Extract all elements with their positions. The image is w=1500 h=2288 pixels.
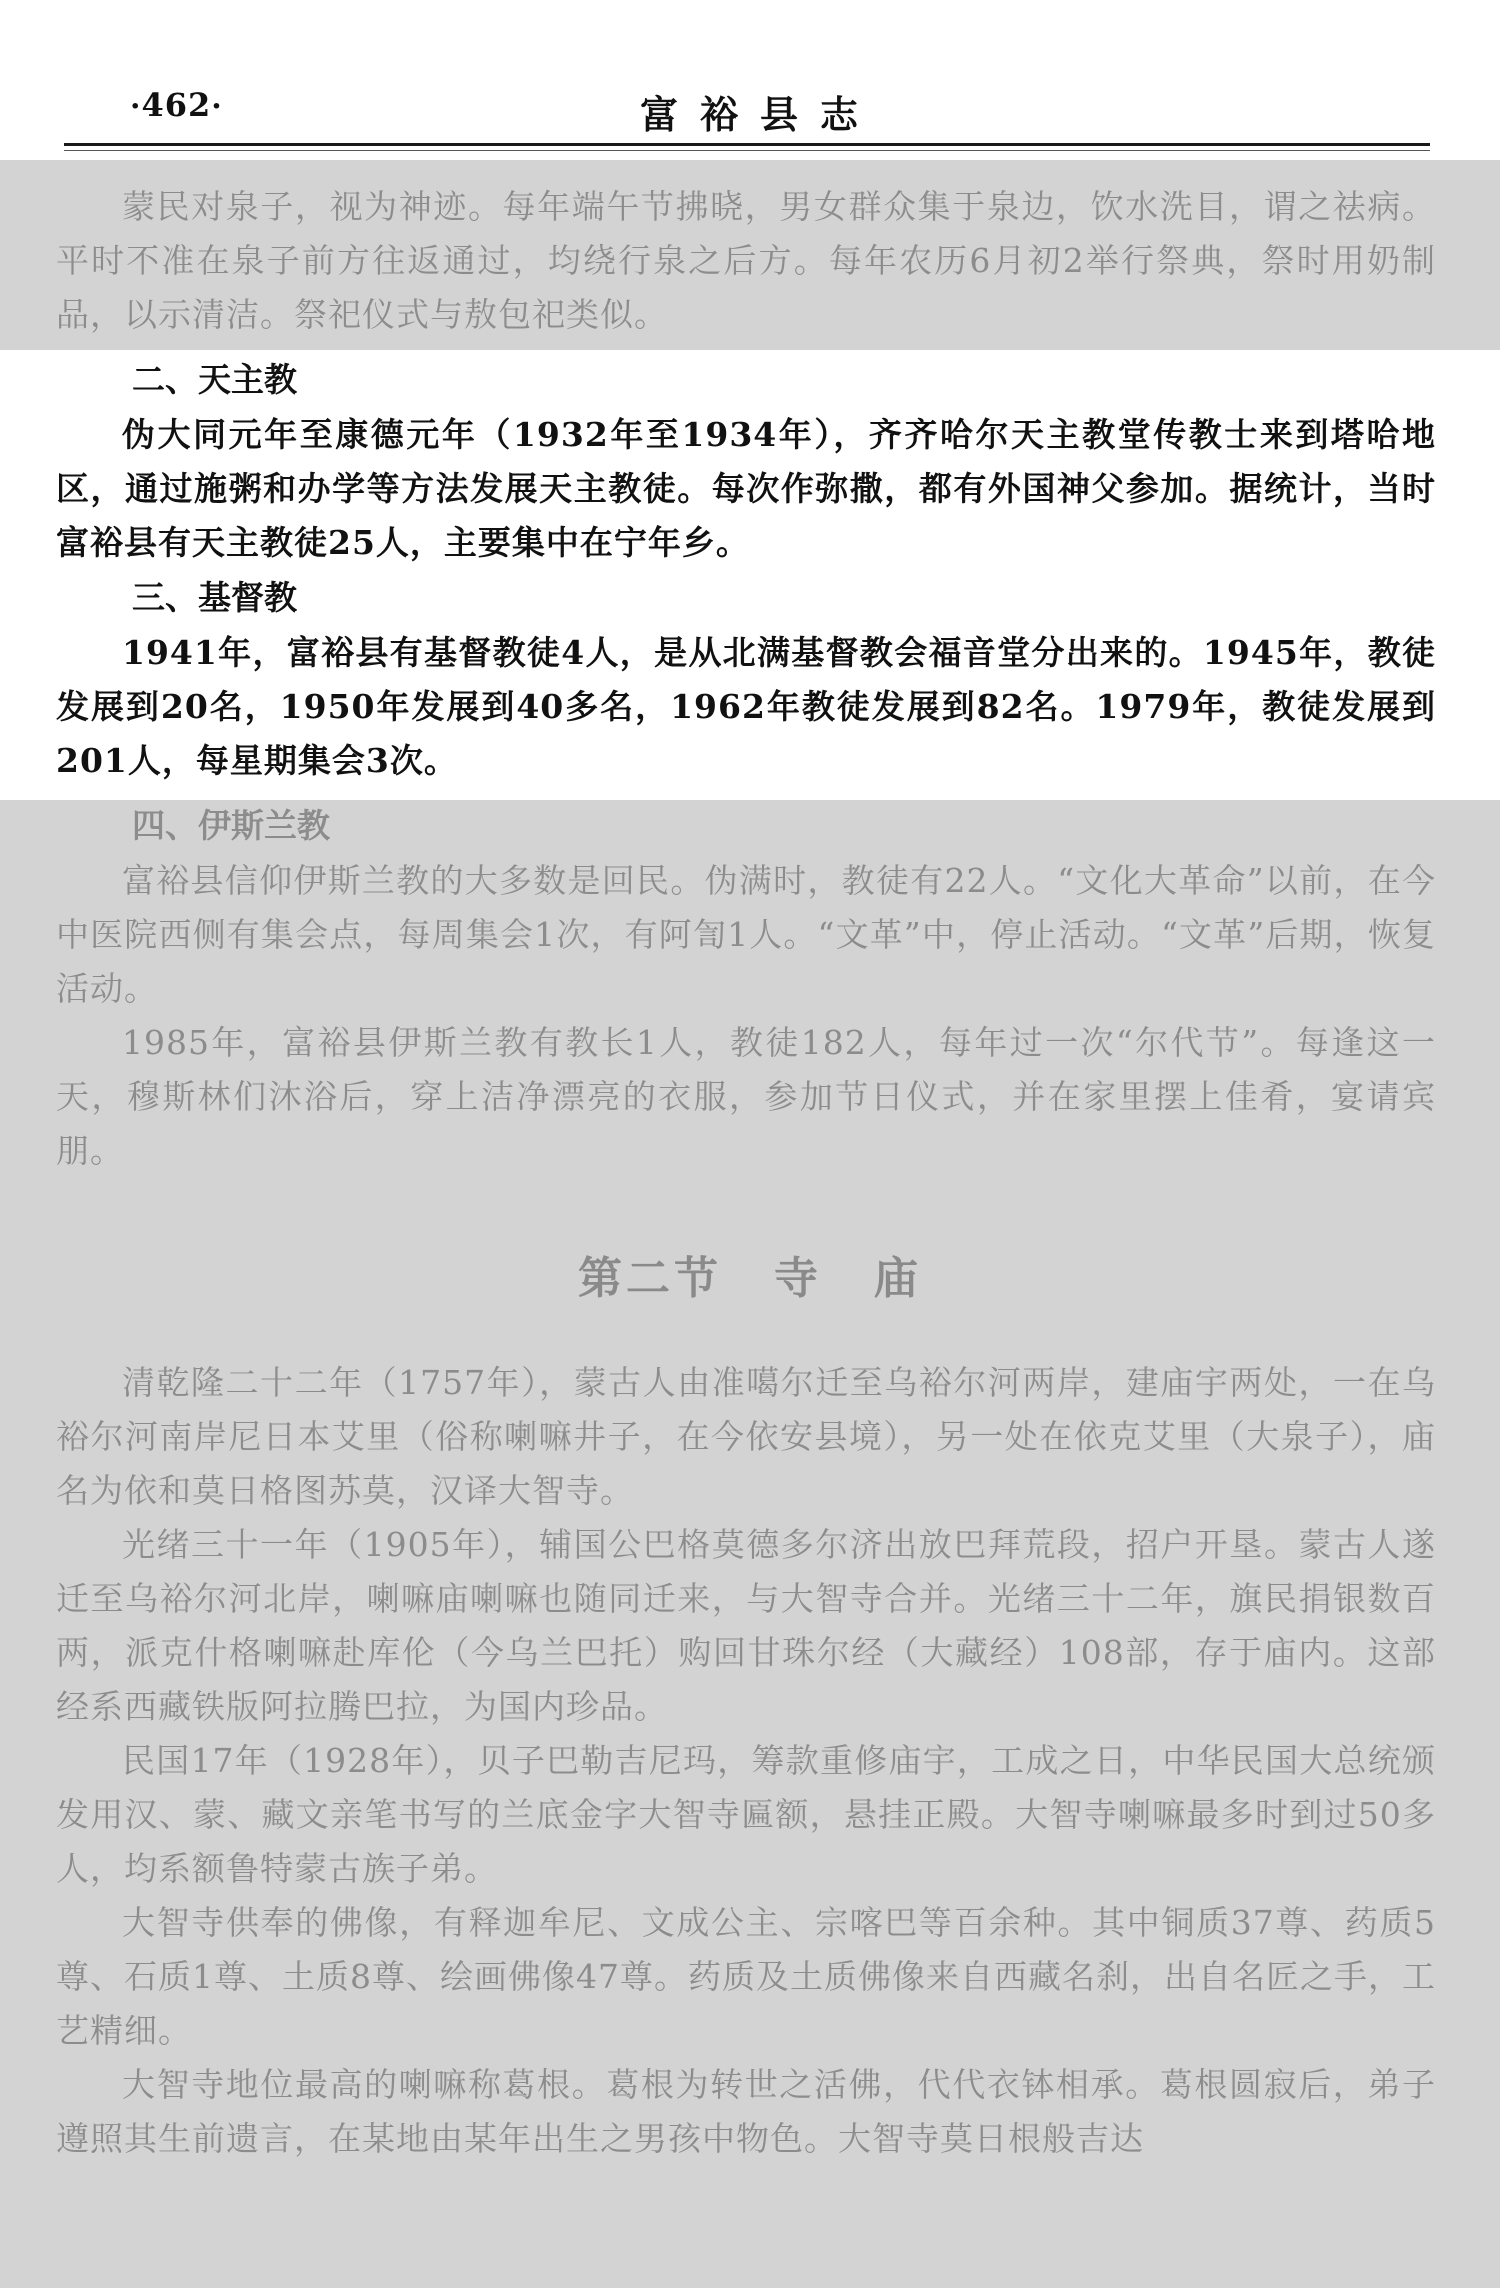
section-heading-islam: 四、伊斯兰教 xyxy=(132,806,330,845)
top-fragment xyxy=(56,180,1436,342)
paragraph-catholic: 伪大同元年至康德元年（1932年至1934年），齐齐哈尔天主教堂传教士来到塔哈地区，通过施粥和办学等方法发展天主教徒。每次作弥撒，都有外国神父参加。据统计，当时富裕县有天主教徒25人，主要集中在宁年乡。 xyxy=(56,415,1436,562)
book-title: 富裕县志 xyxy=(640,92,881,137)
paragraph-temple-4: 大智寺供奉的佛像，有释迦牟尼、文成公主、宗喀巴等百余种。其中铜质37尊、药质5尊、石质1尊、土质8尊、绘画佛像47尊。药质及土质佛像来自西藏名刹，出自名匠之手，工艺精细。 xyxy=(56,1903,1436,2050)
page-header xyxy=(60,80,1440,140)
islam-section xyxy=(56,798,1436,1178)
section-heading-catholic: 二、天主教 xyxy=(132,360,297,399)
paragraph-islam-1: 富裕县信仰伊斯兰教的大多数是回民。伪满时，教徒有22人。“文化大革命”以前，在今中医院西侧有集会点，每周集会1次，有阿訇1人。“文革”中，停止活动。“文革”后期，恢复活动。 xyxy=(56,861,1436,1008)
paragraph-christian: 1941年，富裕县有基督教徒4人，是从北满基督教会福音堂分出来的。1945年，教徒发展到20名，1950年发展到40多名，1962年教徒发展到82名。1979年，教徒发展到201人，每星期集会3次。 xyxy=(56,633,1436,780)
paragraph-temple-3: 民国17年（1928年），贝子巴勒吉尼玛，筹款重修庙宇，工成之日，中华民国大总统颁发用汉、蒙、藏文亲笔书写的兰底金字大智寺匾额，悬挂正殿。大智寺喇嘛最多时到过50多人，均系额鲁特蒙古族子弟。 xyxy=(56,1741,1436,1888)
paragraph: 蒙民对泉子，视为神迹。每年端午节拂晓，男女群众集于泉边，饮水洗目，谓之祛病。平时不准在泉子前方往返通过，均绕行泉之后方。每年农历6月初2举行祭典，祭时用奶制品，以示清洁。祭祀仪式与敖包祀类似。 xyxy=(56,187,1436,334)
paragraph-temple-2: 光绪三十一年（1905年），辅国公巴格莫德多尔济出放巴拜荒段，招户开垦。蒙古人遂迁至乌裕尔河北岸，喇嘛庙喇嘛也随同迁来，与大智寺合并。光绪三十二年，旗民捐银数百两，派克什格喇嘛赴库伦（今乌兰巴托）购回甘珠尔经（大藏经）108部，存于庙内。这部经系西藏铁版阿拉腾巴拉，为国内珍品。 xyxy=(56,1525,1436,1726)
paragraph-temple-1: 清乾隆二十二年（1757年），蒙古人由准噶尔迁至乌裕尔河两岸，建庙宇两处，一在乌裕尔河南岸尼日本艾里（俗称喇嘛井子，在今依安县境），另一处在依克艾里（大泉子），庙名为依和莫日格图苏莫，汉译大智寺。 xyxy=(56,1363,1436,1510)
header-rule xyxy=(64,143,1430,146)
religion-section-clear xyxy=(56,352,1436,788)
page-number: ·462· xyxy=(130,86,223,124)
paragraph-islam-2: 1985年，富裕县伊斯兰教有教长1人，教徒182人，每年过一次“尔代节”。每逢这一天，穆斯林们沐浴后，穿上洁净漂亮的衣服，参加节日仪式，并在家里摆上佳肴，宴请宾朋。 xyxy=(56,1023,1436,1170)
temple-section xyxy=(56,1356,1436,2166)
section-title: 第二节 寺 庙 xyxy=(578,1253,922,1304)
header-rule-thin xyxy=(64,150,1430,151)
paragraph-temple-5: 大智寺地位最高的喇嘛称葛根。葛根为转世之活佛，代代衣钵相承。葛根圆寂后，弟子遵照其生前遗言，在某地由某年出生之男孩中物色。大智寺莫日根般吉达 xyxy=(56,2065,1436,2158)
section-heading-christian: 三、基督教 xyxy=(132,578,297,617)
